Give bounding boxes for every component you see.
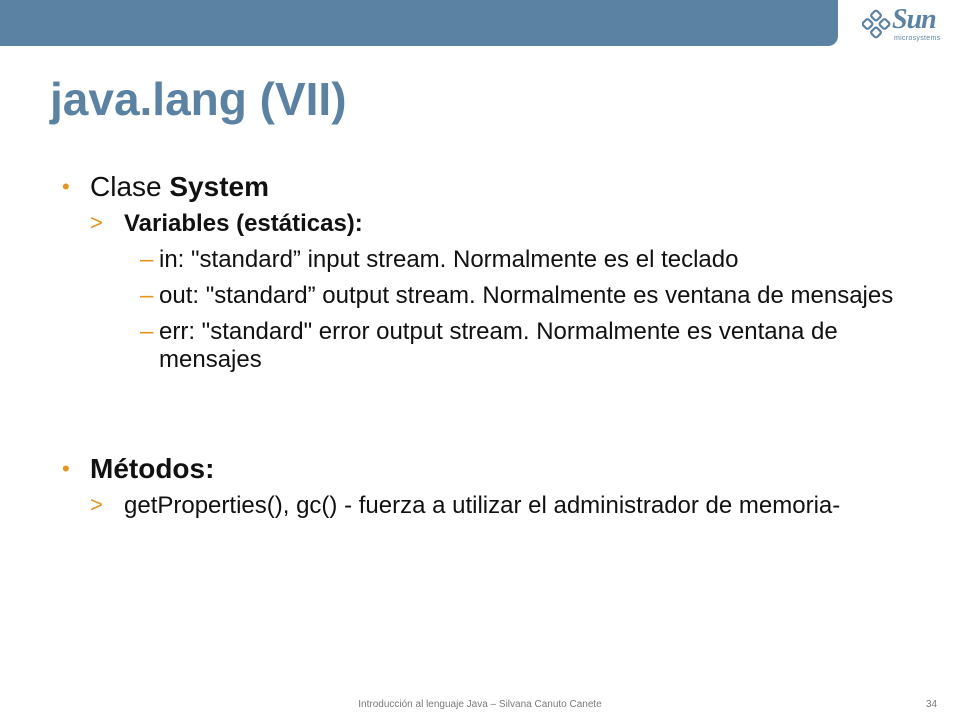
arrow-bullet-icon: >	[90, 210, 103, 235]
dash-bullet-icon: –	[140, 246, 154, 273]
slide-body	[62, 170, 912, 520]
bullet-prefix: Clase	[90, 171, 162, 202]
arrow-bullet-icon: >	[90, 492, 103, 517]
bullet-metodos	[62, 452, 912, 486]
bullet-label: Métodos:	[90, 453, 215, 484]
logo-name: Sun	[892, 4, 936, 35]
list-item	[62, 282, 912, 310]
list-item-text: err: "standard" error output stream. Normalmente es ventana de mensajes	[159, 318, 838, 373]
header-bar	[0, 0, 838, 46]
bullet-class-name: System	[169, 171, 269, 202]
list-item-text: in: "standard” input stream. Normalmente es el teclado	[159, 246, 739, 273]
dash-bullet-icon: –	[140, 282, 154, 309]
bullet-dot-icon: •	[62, 174, 70, 199]
bullet-clase-system	[62, 170, 912, 204]
sub-bullet-text: getProperties(), gc() - fuerza a utilizar el administrador de memoria-	[124, 492, 841, 519]
sub-bullet-methods	[62, 492, 912, 520]
logo-subtitle: microsystems	[894, 35, 941, 42]
footer-text: Introducción al lenguaje Java – Silvana Canuto Canete	[358, 699, 602, 710]
sub-bullet-variables	[62, 210, 912, 238]
sub-bullet-label: Variables (estáticas):	[124, 210, 363, 237]
list-item	[62, 246, 912, 274]
list-item-text: out: "standard” output stream. Normalmente es ventana de mensajes	[159, 282, 894, 309]
slide-title: java.lang (VII)	[50, 73, 347, 125]
list-item	[62, 318, 912, 374]
page-number: 34	[926, 699, 938, 710]
bullet-dot-icon: •	[62, 456, 70, 481]
dash-bullet-icon: –	[140, 318, 154, 345]
